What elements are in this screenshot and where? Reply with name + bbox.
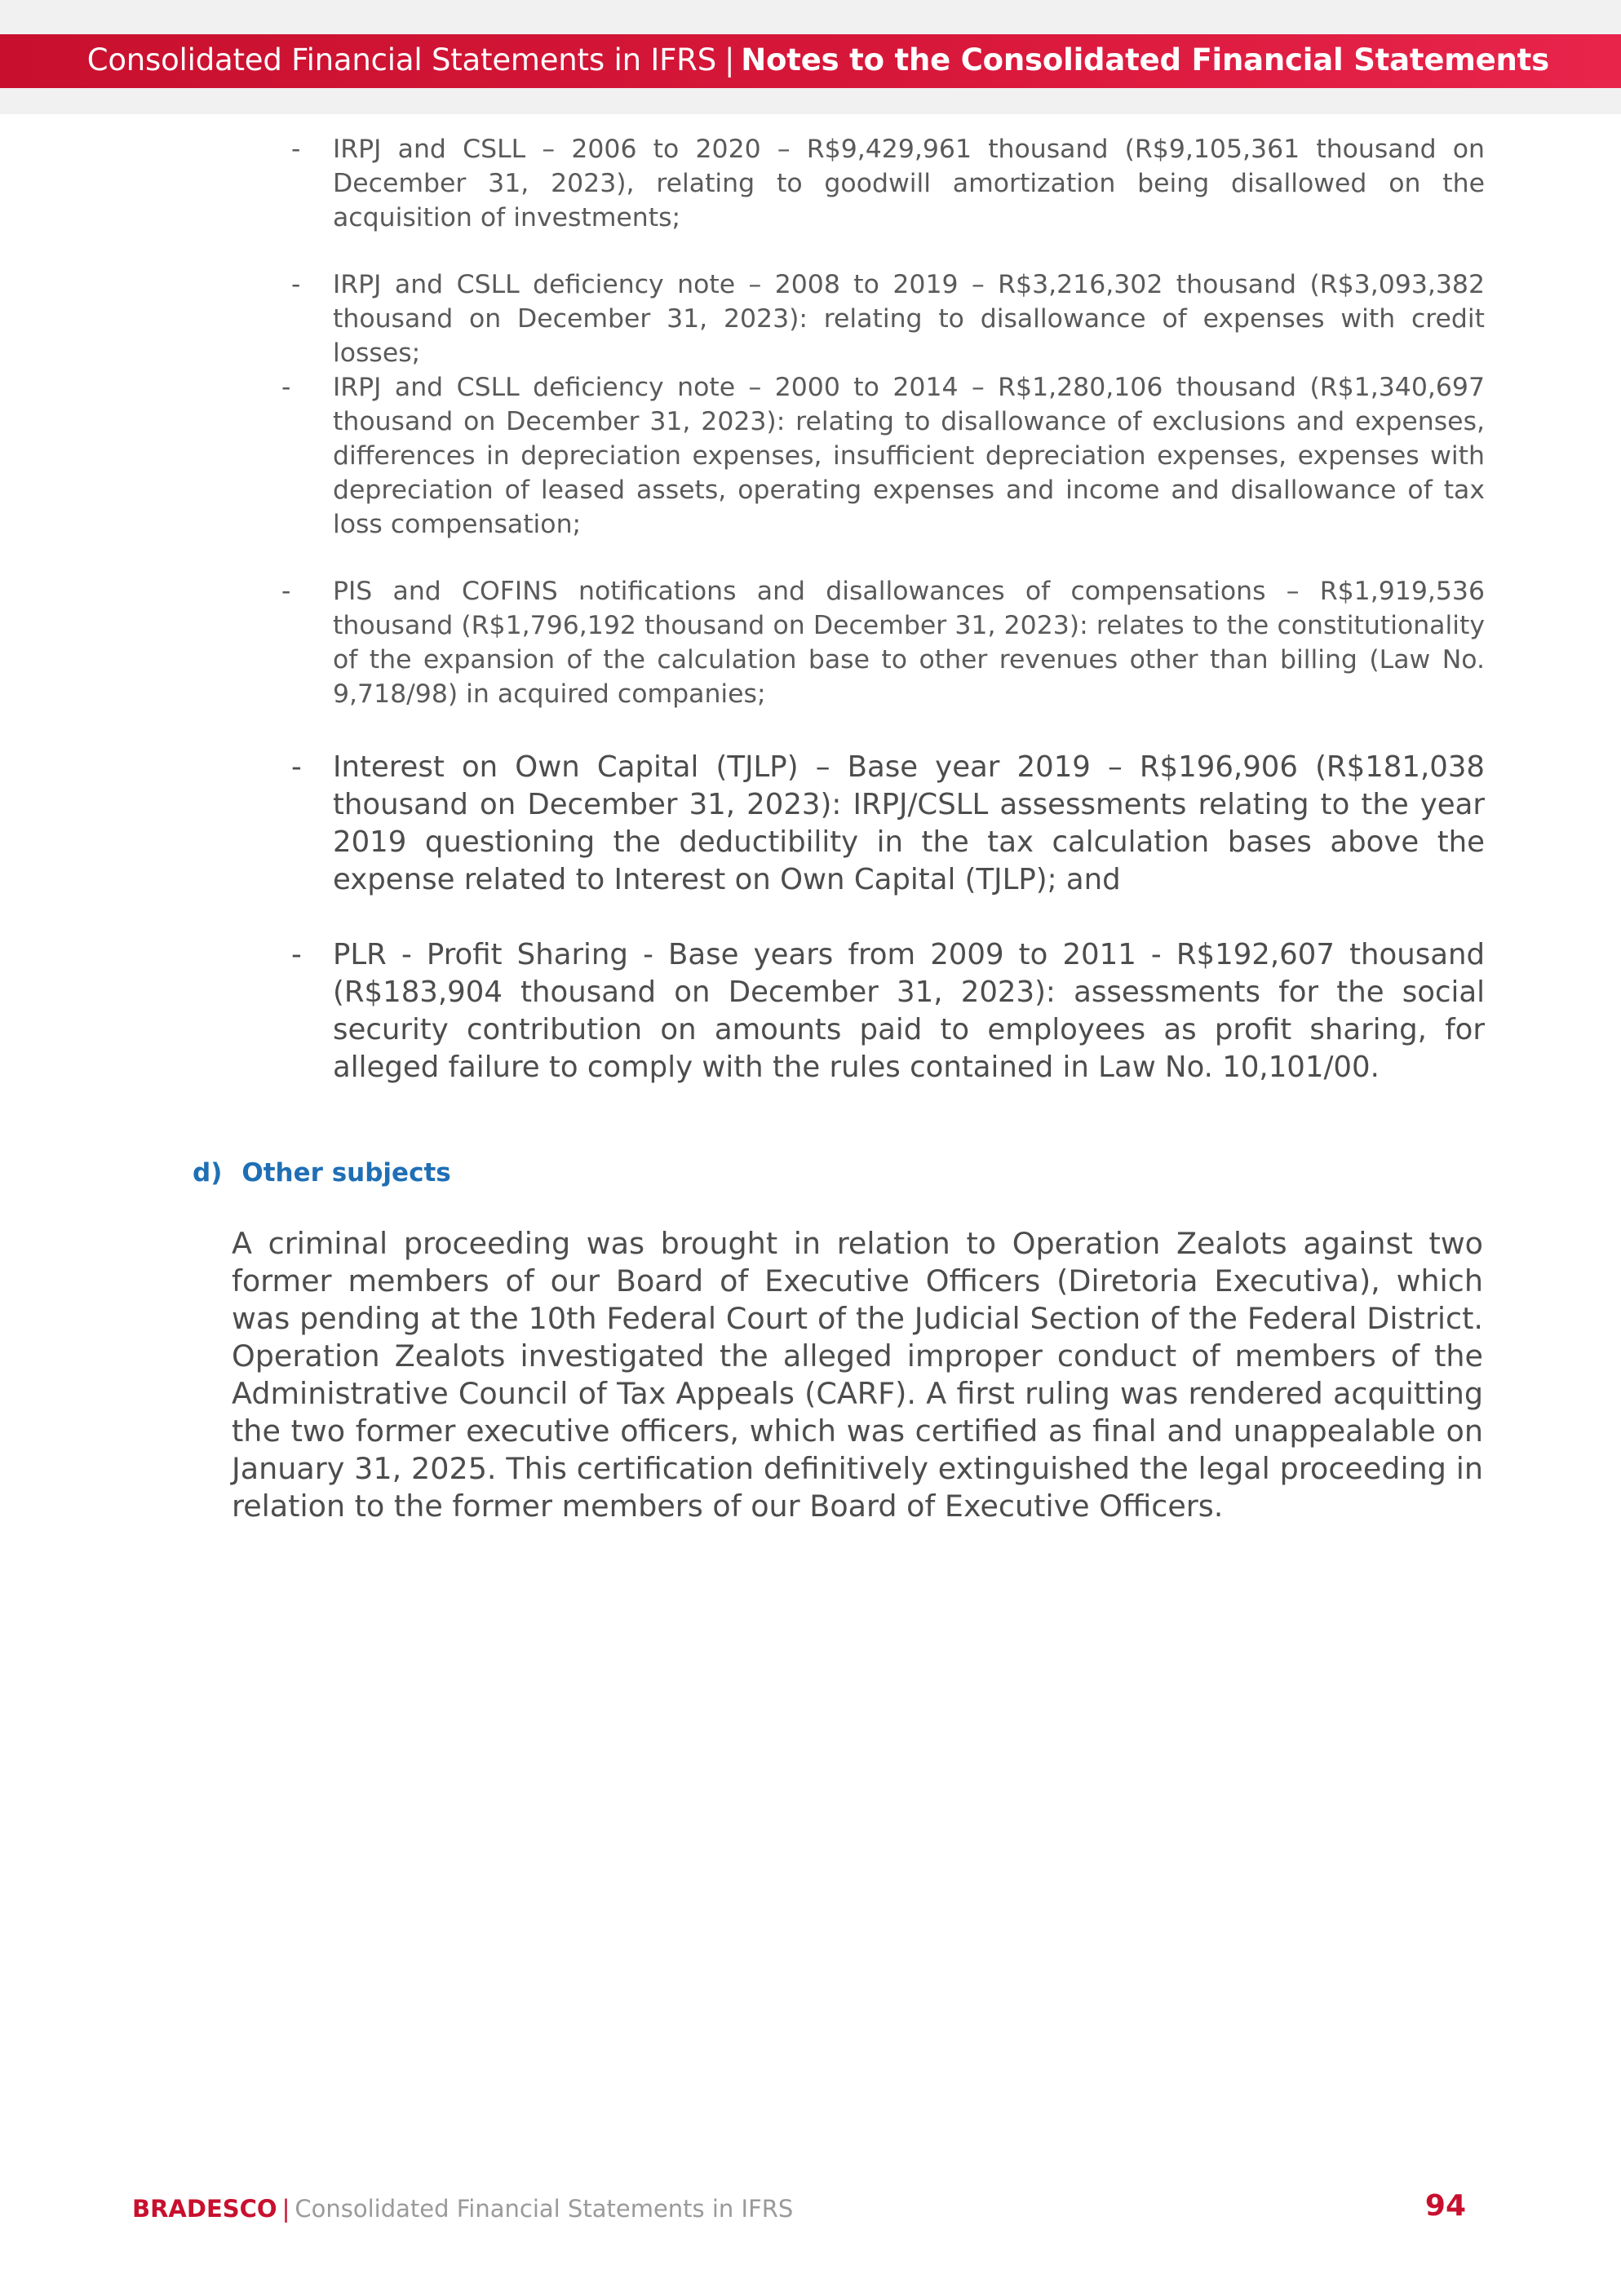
page-number: 94 [1424, 2189, 1466, 2223]
list-item-text: IRPJ and CSLL – 2006 to 2020 – R$9,429,961 thousand (R$9,105,361 thousand on December 31, 2023), relating to goodwill amortization being disallowed on the acquisition of investments; [333, 135, 1485, 232]
list-item-goodwill [277, 132, 1485, 235]
section-title: Other subjects [241, 1158, 451, 1188]
list-item-text: PLR - Profit Sharing - Base years from 2009 to 2011 - R$192,607 thousand (R$183,904 thousand on December 31, 2023): assessments for the social security contribution on amounts paid to employees as profit sharing, for alleged failure to comply with the rules contained in Law No. 10,101/00. [333, 938, 1485, 1084]
list-item-credit-losses [277, 268, 1485, 370]
list-item-tjlp [277, 749, 1485, 899]
list-item-text: IRPJ and CSLL deficiency note – 2000 to 2014 – R$1,280,106 thousand (R$1,340,697 thousand on December 31, 2023): relating to disallowance of exclusions and expenses, differences in depreciation expenses, insufficient depreciation expenses, expenses with depreciation of leased assets, operating expenses and income and disallowance of tax loss compensation; [333, 373, 1485, 539]
bullet-dash: - [291, 750, 302, 784]
footer-separator: | [281, 2195, 290, 2223]
header-section: Notes to the Consolidated Financial Statements [741, 42, 1549, 77]
list-item-pis-cofins [277, 574, 1485, 711]
header-title [87, 42, 1549, 77]
bullet-dash: - [291, 938, 302, 971]
header-separator: | [724, 42, 735, 77]
list-item-text: PIS and COFINS notifications and disallowances of compensations – R$1,919,536 thousand (R$1,796,192 thousand on December 31, 2023): relates to the constitutionality of the expansion of the calculation base to other revenues other than billing (Law No. 9,718/98) in acquired companies; [333, 577, 1485, 709]
bullet-dash: - [281, 577, 291, 606]
footer-title: Consolidated Financial Statements in IFRS [295, 2195, 794, 2223]
section-paragraph: A criminal proceeding was brought in relation to Operation Zealots against two former members of our Board of Executive Officers (Diretoria Executiva), which was pending at the 10th Federal Court of the Judicial Section of the Federal District. Operation Zealots investigated the alleged improper conduct of members of the Administrative Council of Tax Appeals (CARF). A first ruling was rendered acquitting the two former executive officers, which was certified as final and unappealable on January 31, 2025. This certification definitively extinguished the legal proceeding in relation to the former members of our Board of Executive Officers. [232, 1226, 1483, 1524]
list-item-text: Interest on Own Capital (TJLP) – Base year 2019 – R$196,906 (R$181,038 thousand on December 31, 2023): IRPJ/CSLL assessments relating to the year 2019 questioning the deductibility in the tax calculation bases above the expense related to Interest on Own Capital (TJLP); and [333, 750, 1485, 896]
bullet-dash: - [291, 270, 301, 299]
footer-brand: BRADESCO [132, 2195, 277, 2223]
section-letter: d) [193, 1158, 223, 1188]
bullet-dash: - [281, 373, 291, 402]
footer [132, 2195, 793, 2223]
header-prefix: Consolidated Financial Statements in IFRS [86, 42, 716, 77]
list-item-depreciation [277, 370, 1485, 542]
list-item-plr [277, 936, 1485, 1086]
list-item-text: IRPJ and CSLL deficiency note – 2008 to 2019 – R$3,216,302 thousand (R$3,093,382 thousand on December 31, 2023): relating to disallowance of expenses with credit losses; [333, 270, 1485, 368]
section-heading-other-subjects [193, 1158, 451, 1188]
bullet-dash: - [291, 135, 301, 164]
